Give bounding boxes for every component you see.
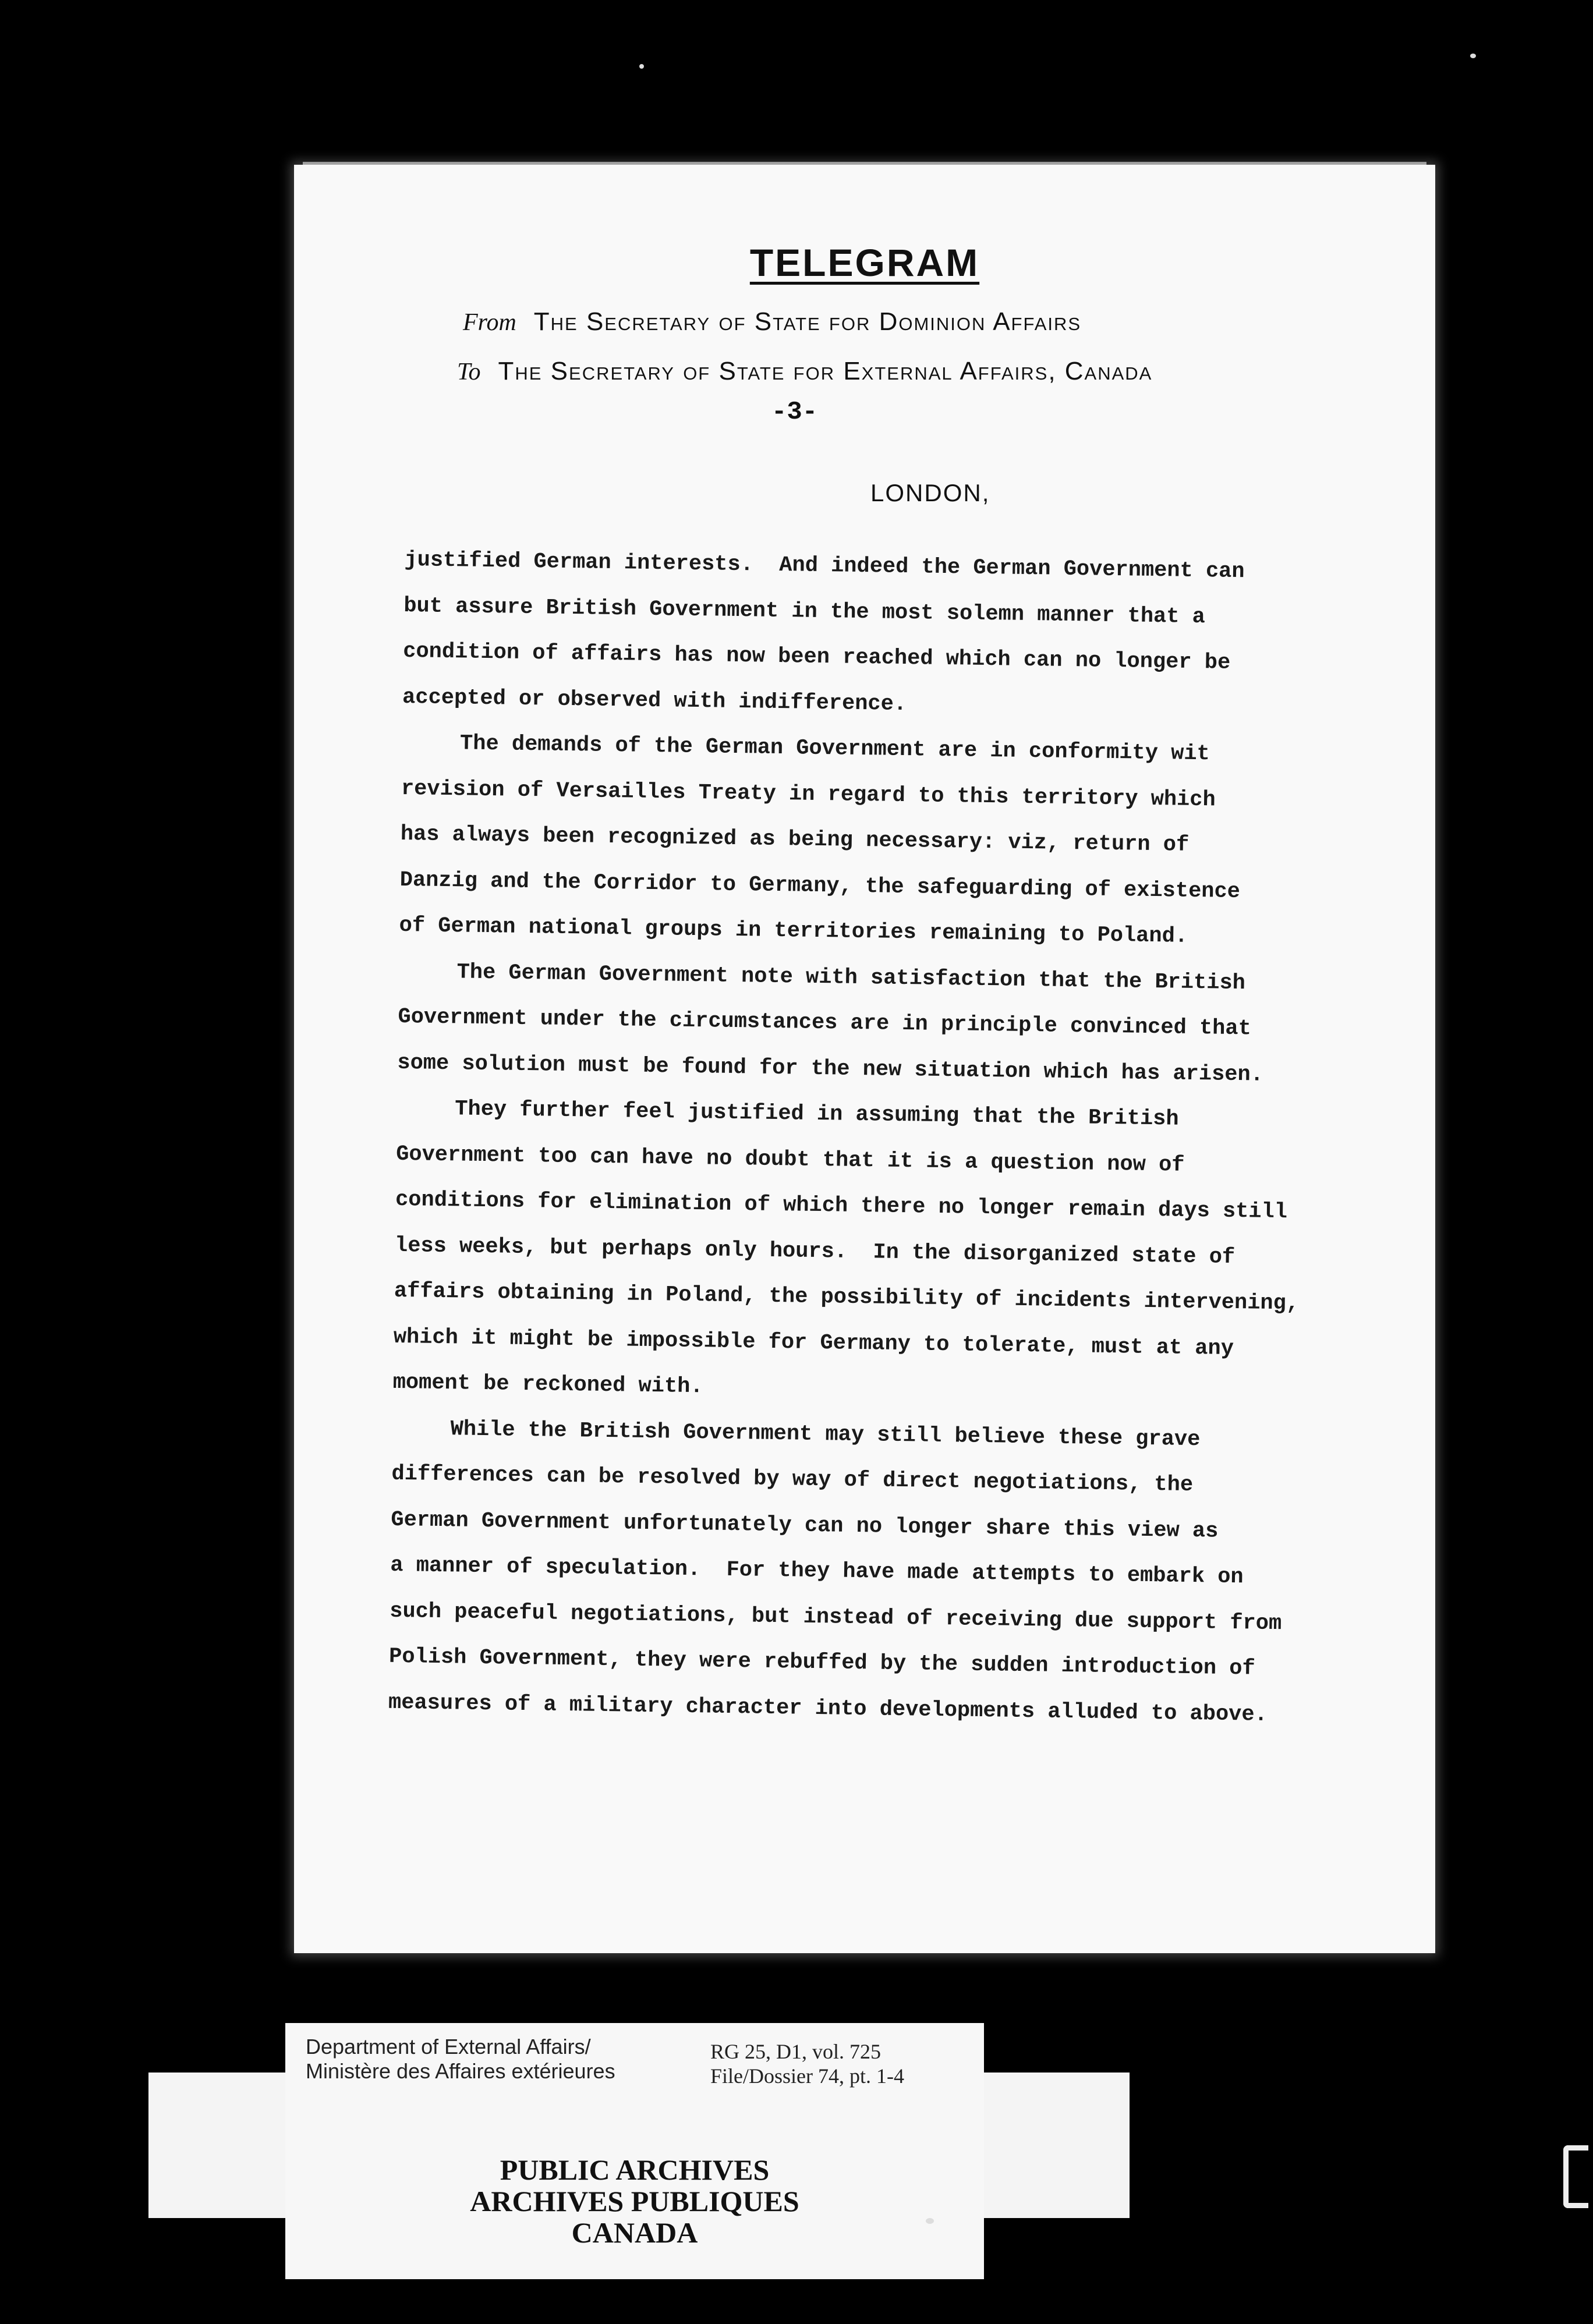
body-line: Government too can have no doubt that it is a question now of	[395, 1142, 1185, 1178]
department-line-en: Department of External Affairs/	[306, 2035, 591, 2059]
archives-line-fr: ARCHIVES PUBLIQUES	[470, 2185, 799, 2217]
film-speck	[926, 2218, 934, 2224]
department-name	[306, 2035, 615, 2084]
body-line: differences can be resolved by way of direct negotiations, the	[391, 1461, 1194, 1498]
body-line: The German Government note with satisfaction that the British	[456, 959, 1246, 996]
from-line	[463, 307, 1081, 336]
to-text: The Secretary of State for External Affairs, Canada	[498, 357, 1153, 385]
telegram-title: TELEGRAM	[749, 241, 980, 284]
department-line-fr: Ministère des Affaires extérieures	[306, 2059, 615, 2083]
archive-reference	[710, 2039, 904, 2088]
film-speck	[1470, 54, 1476, 58]
from-label: From	[463, 309, 516, 336]
body-line: some solution must be found for the new situation which has arisen.	[397, 1050, 1264, 1087]
label-wing-right	[984, 2073, 1130, 2218]
film-speck	[639, 64, 644, 69]
body-line: They further feel justified in assuming that the British	[455, 1097, 1179, 1132]
film-edge-mark	[1563, 2145, 1588, 2208]
body-line: justified German interests. And indeed the German Government can	[404, 547, 1245, 584]
telegram-body	[388, 537, 1371, 1739]
body-line: affairs obtaining in Poland, the possibility of incidents intervening,	[394, 1278, 1300, 1316]
body-line: Government under the circumstances are in principle convinced that	[398, 1004, 1252, 1041]
body-line: Danzig and the Corridor to Germany, the safeguarding of existence	[399, 867, 1241, 904]
body-line: less weeks, but perhaps only hours. In the disorganized state of	[394, 1233, 1236, 1270]
body-line: revision of Versailles Treaty in regard to this territory which	[401, 776, 1216, 812]
body-line: such peaceful negotiations, but instead of receiving due support from	[389, 1599, 1282, 1636]
body-line: conditions for elimination of which there no longer remain days still	[395, 1187, 1288, 1225]
body-line: a manner of speculation. For they have made attempts to embark on	[390, 1553, 1244, 1590]
archive-label	[285, 2023, 984, 2279]
body-line: The demands of the German Government are in conformity wit	[459, 731, 1210, 767]
body-line: which it might be impossible for Germany to tolerate, must at any	[393, 1324, 1234, 1361]
label-wing-left	[148, 2073, 288, 2218]
to-line	[457, 357, 1152, 386]
body-line: While the British Government may still believe these grave	[450, 1416, 1201, 1452]
body-line: Polish Government, they were rebuffed by the sudden introduction of	[388, 1644, 1255, 1681]
archives-line-country: CANADA	[571, 2216, 698, 2249]
body-line: but assure British Government in the most solemn manner that a	[403, 593, 1206, 629]
body-line: moment be reckoned with.	[392, 1370, 703, 1400]
reference-file: File/Dossier 74, pt. 1-4	[710, 2064, 904, 2088]
body-line: measures of a military character into developments alluded to above.	[388, 1690, 1268, 1727]
reference-volume: RG 25, D1, vol. 725	[710, 2040, 882, 2063]
body-line: condition of affairs has now been reached which can no longer be	[402, 639, 1231, 675]
telegram-page	[294, 165, 1435, 1953]
to-label: To	[457, 359, 481, 385]
body-line: of German national groups in territories remaining to Poland.	[399, 913, 1188, 949]
archives-line-en: PUBLIC ARCHIVES	[500, 2153, 770, 2186]
body-line: German Government unfortunately can no longer share this view as	[391, 1507, 1219, 1544]
location: LONDON,	[870, 479, 990, 506]
page-marker: -3-	[771, 398, 818, 427]
archives-stamp	[285, 2154, 984, 2248]
from-text: The Secretary of State for Dominion Affairs	[533, 307, 1082, 336]
body-line: has always been recognized as being necessary: viz, return of	[400, 821, 1190, 858]
body-line: accepted or observed with indifference.	[402, 685, 907, 717]
